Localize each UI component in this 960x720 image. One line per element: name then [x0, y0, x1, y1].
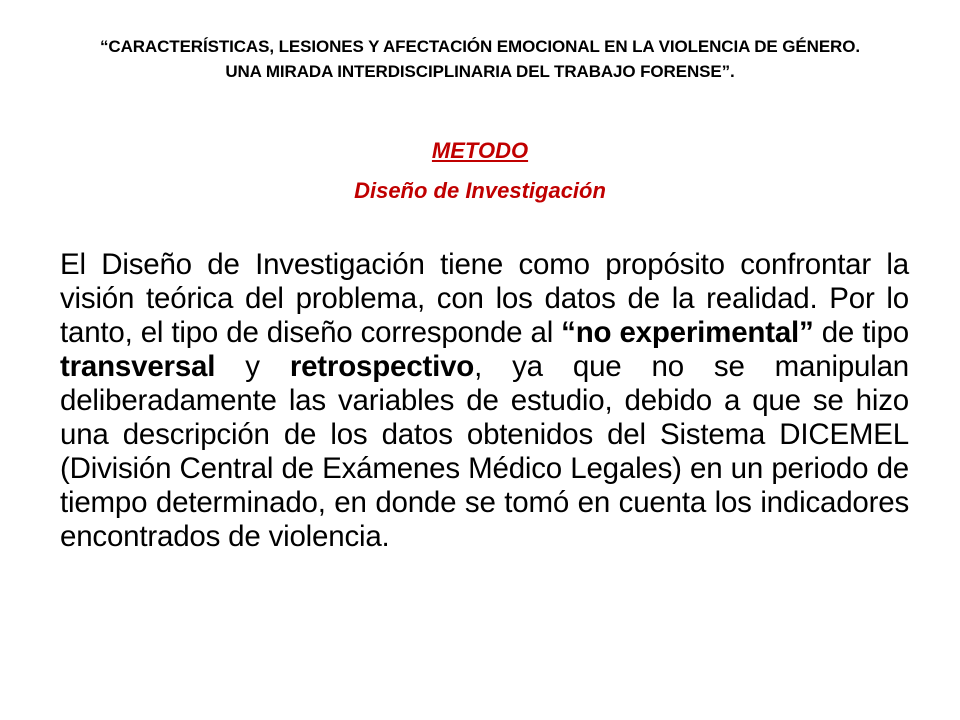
body-bold-retrospectivo: retrospectivo [289, 350, 475, 383]
body-bold-transversal: transversal [60, 350, 216, 383]
slide-title: “CARACTERÍSTICAS, LESIONES Y AFECTACIÓN EMOCIONAL EN LA VIOLENCIA DE GÉNERO. UNA MIRADA INTERDISCIPLINARIA DEL TRABAJO FORENSE”. [100, 37, 860, 81]
subsection-heading: Diseño de Investigación [354, 178, 606, 203]
body-text-part-4: , ya que no se manipulan deliberadamente las variables de estudio, debido a que se hizo una descripción de los datos obtenidos del Sistema DICEMEL (División Central de Exámenes Médico Legales) en un periodo de tiempo determinado, en donde se tomó en cuenta los indicadores encontrados de violencia. [60, 350, 909, 553]
body-text-part-2: de tipo [813, 316, 909, 349]
section-heading: METODO [431, 138, 529, 163]
body-text-part-1: El Diseño de Investigación tiene como propósito confrontar la visión teórica del problema, con los datos de la realidad. Por lo tanto, el tipo de diseño corresponde al [60, 248, 909, 349]
body-bold-no-experimental: “no experimental” [561, 316, 814, 349]
body-text-part-3: y [215, 350, 290, 383]
body-paragraph [60, 248, 909, 554]
